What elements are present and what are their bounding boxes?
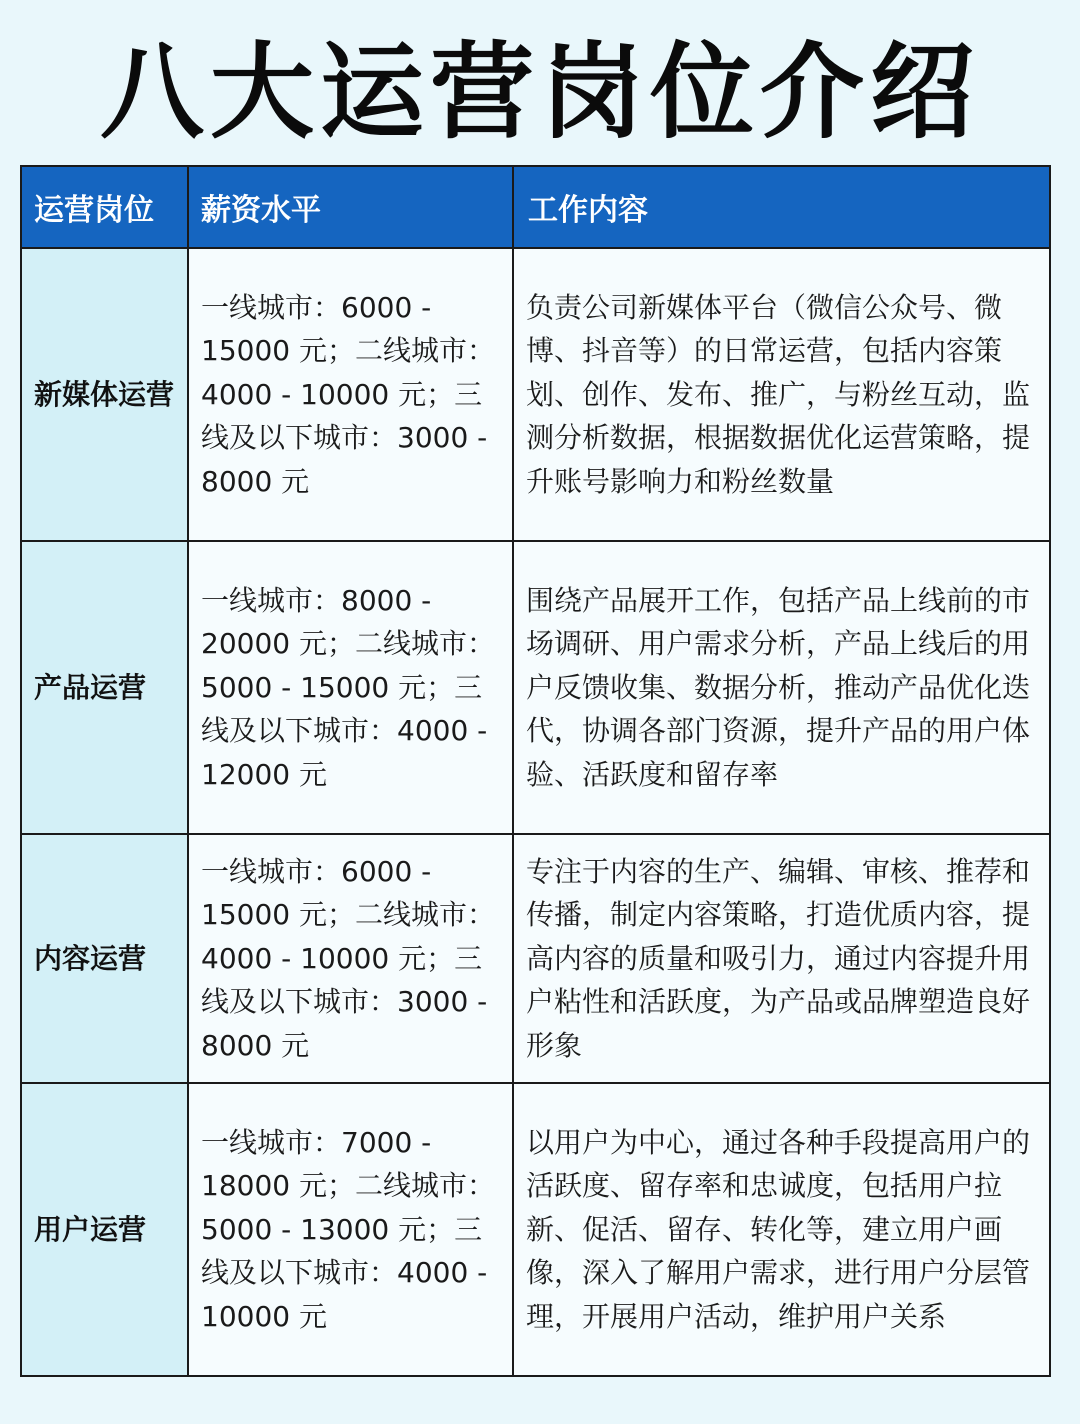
table-row [21, 1083, 1050, 1376]
header-salary: 薪资水平 [188, 166, 513, 248]
table-row [21, 834, 1050, 1083]
content-cell: 负责公司新媒体平台（微信公众号、微博、抖音等）的日常运营，包括内容策划、创作、发布、推广，与粉丝互动，监测分析数据，根据数据优化运营策略，提升账号影响力和粉丝数量 [513, 248, 1050, 541]
header-content: 工作内容 [513, 166, 1050, 248]
content-cell: 围绕产品展开工作，包括产品上线前的市场调研、用户需求分析，产品上线后的用户反馈收集、数据分析，推动产品优化迭代，协调各部门资源，提升产品的用户体验、活跃度和留存率 [513, 541, 1050, 834]
header-role: 运营岗位 [21, 166, 188, 248]
role-cell: 新媒体运营 [21, 248, 188, 541]
salary-cell: 一线城市：6000 - 15000 元；二线城市：4000 - 10000 元；三线及以下城市：3000 - 8000 元 [188, 834, 513, 1083]
role-cell: 内容运营 [21, 834, 188, 1083]
table-row [21, 248, 1050, 541]
jobs-table [20, 165, 1051, 1377]
table-header-row [21, 166, 1050, 248]
salary-cell: 一线城市：8000 - 20000 元；二线城市：5000 - 15000 元；三线及以下城市：4000 - 12000 元 [188, 541, 513, 834]
table-row [21, 541, 1050, 834]
salary-cell: 一线城市：6000 - 15000 元；二线城市：4000 - 10000 元；三线及以下城市：3000 - 8000 元 [188, 248, 513, 541]
role-cell: 用户运营 [21, 1083, 188, 1376]
content-cell: 专注于内容的生产、编辑、审核、推荐和传播，制定内容策略，打造优质内容，提高内容的质量和吸引力，通过内容提升用户粘性和活跃度，为产品或品牌塑造良好形象 [513, 834, 1050, 1083]
content-cell: 以用户为中心，通过各种手段提高用户的活跃度、留存率和忠诚度，包括用户拉新、促活、留存、转化等，建立用户画像，深入了解用户需求，进行用户分层管理，开展用户活动，维护用户关系 [513, 1083, 1050, 1376]
salary-cell: 一线城市：7000 - 18000 元；二线城市：5000 - 13000 元；三线及以下城市：4000 - 10000 元 [188, 1083, 513, 1376]
page-title: 八大运营岗位介绍 [99, 31, 980, 153]
role-cell: 产品运营 [21, 541, 188, 834]
